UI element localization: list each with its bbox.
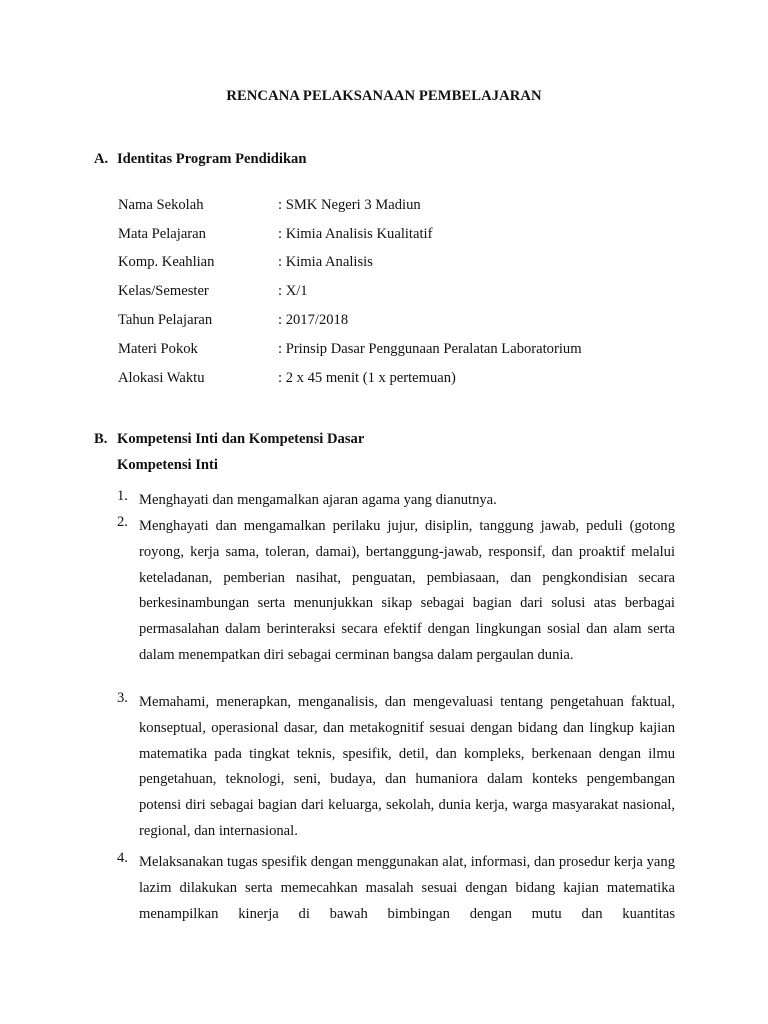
- list-item-number: 4.: [117, 850, 128, 866]
- identity-row: [118, 226, 678, 246]
- identity-row: [118, 341, 678, 361]
- identity-label: Kelas/Semester: [118, 283, 209, 299]
- identity-value: : X/1: [278, 283, 308, 299]
- identity-value: : 2017/2018: [278, 312, 349, 328]
- list-item: [117, 850, 675, 927]
- identity-value: : SMK Negeri 3 Madiun: [278, 197, 421, 213]
- section-a-title: Identitas Program Pendidikan: [117, 151, 307, 167]
- list-item-text: Menghayati dan mengamalkan perilaku jujur, disiplin, tanggung jawab, peduli (gotong royong, kerja sama, toleran, damai), bertanggung-jawab, responsif, dan proaktif melalui keteladanan, pemberian nasihat, penguatan, pembiasaan, dan pengkondisian secara berkesinambungan serta menunjukkan sikap sebagai bagian dari solusi atas berbagai permasalahan dalam berinteraksi secara efektif dengan lingkungan sosial dan alam serta dalam menempatkan diri sebagai cerminan bangsa dalam pergaulan dunia.: [139, 518, 675, 663]
- section-b-subheading: Kompetensi Inti: [117, 457, 218, 473]
- identity-label: Tahun Pelajaran: [118, 312, 213, 328]
- identity-row: [118, 254, 678, 274]
- list-item-number: 3.: [117, 690, 128, 706]
- list-item-text: Melaksanakan tugas spesifik dengan menggunakan alat, informasi, dan prosedur kerja yang lazim dilakukan serta memecahkan masalah sesuai dengan bidang kajian matematika menampilkan kinerja di bawah bimbingan dengan mutu dan kuantitas: [139, 854, 675, 922]
- identity-row: [118, 283, 678, 303]
- section-b-heading: [94, 431, 364, 448]
- list-item: [117, 514, 675, 669]
- section-a-heading: [94, 151, 306, 168]
- section-a-letter: A.: [94, 151, 109, 167]
- identity-value: : 2 x 45 menit (1 x pertemuan): [278, 370, 456, 386]
- identity-label: Alokasi Waktu: [118, 370, 205, 386]
- identity-row: [118, 197, 678, 217]
- identity-value: : Prinsip Dasar Penggunaan Peralatan Laboratorium: [278, 341, 582, 357]
- identity-row: [118, 370, 678, 390]
- identity-label: Materi Pokok: [118, 341, 198, 357]
- list-item-number: 1.: [117, 488, 128, 504]
- identity-label: Nama Sekolah: [118, 197, 204, 213]
- identity-label: Komp. Keahlian: [118, 254, 215, 270]
- section-b-title: Kompetensi Inti dan Kompetensi Dasar: [117, 431, 365, 447]
- identity-label: Mata Pelajaran: [118, 226, 206, 242]
- list-item: [117, 690, 675, 845]
- list-item-text: Memahami, menerapkan, menganalisis, dan mengevaluasi tentang pengetahuan faktual, konseptual, operasional dasar, dan metakognitif sesuai dengan bidang dan lingkup kajian matematika pada tingkat teknis, spesifik, detil, dan kompleks, berkenaan dengan ilmu pengetahuan, teknologi, seni, budaya, dan humaniora dalam konteks pengembangan potensi diri sebagai bagian dari keluarga, sekolah, dunia kerja, warga masyarakat nasional, regional, dan internasional.: [139, 694, 675, 839]
- identity-value: : Kimia Analisis Kualitatif: [278, 226, 433, 242]
- identity-value: : Kimia Analisis: [278, 254, 373, 270]
- identity-row: [118, 312, 678, 332]
- section-b-letter: B.: [94, 431, 108, 447]
- list-item-text: Menghayati dan mengamalkan ajaran agama yang dianutnya.: [139, 492, 497, 508]
- list-item-number: 2.: [117, 514, 128, 530]
- list-item: [117, 488, 675, 514]
- document-title: RENCANA PELAKSANAAN PEMBELAJARAN: [226, 88, 542, 104]
